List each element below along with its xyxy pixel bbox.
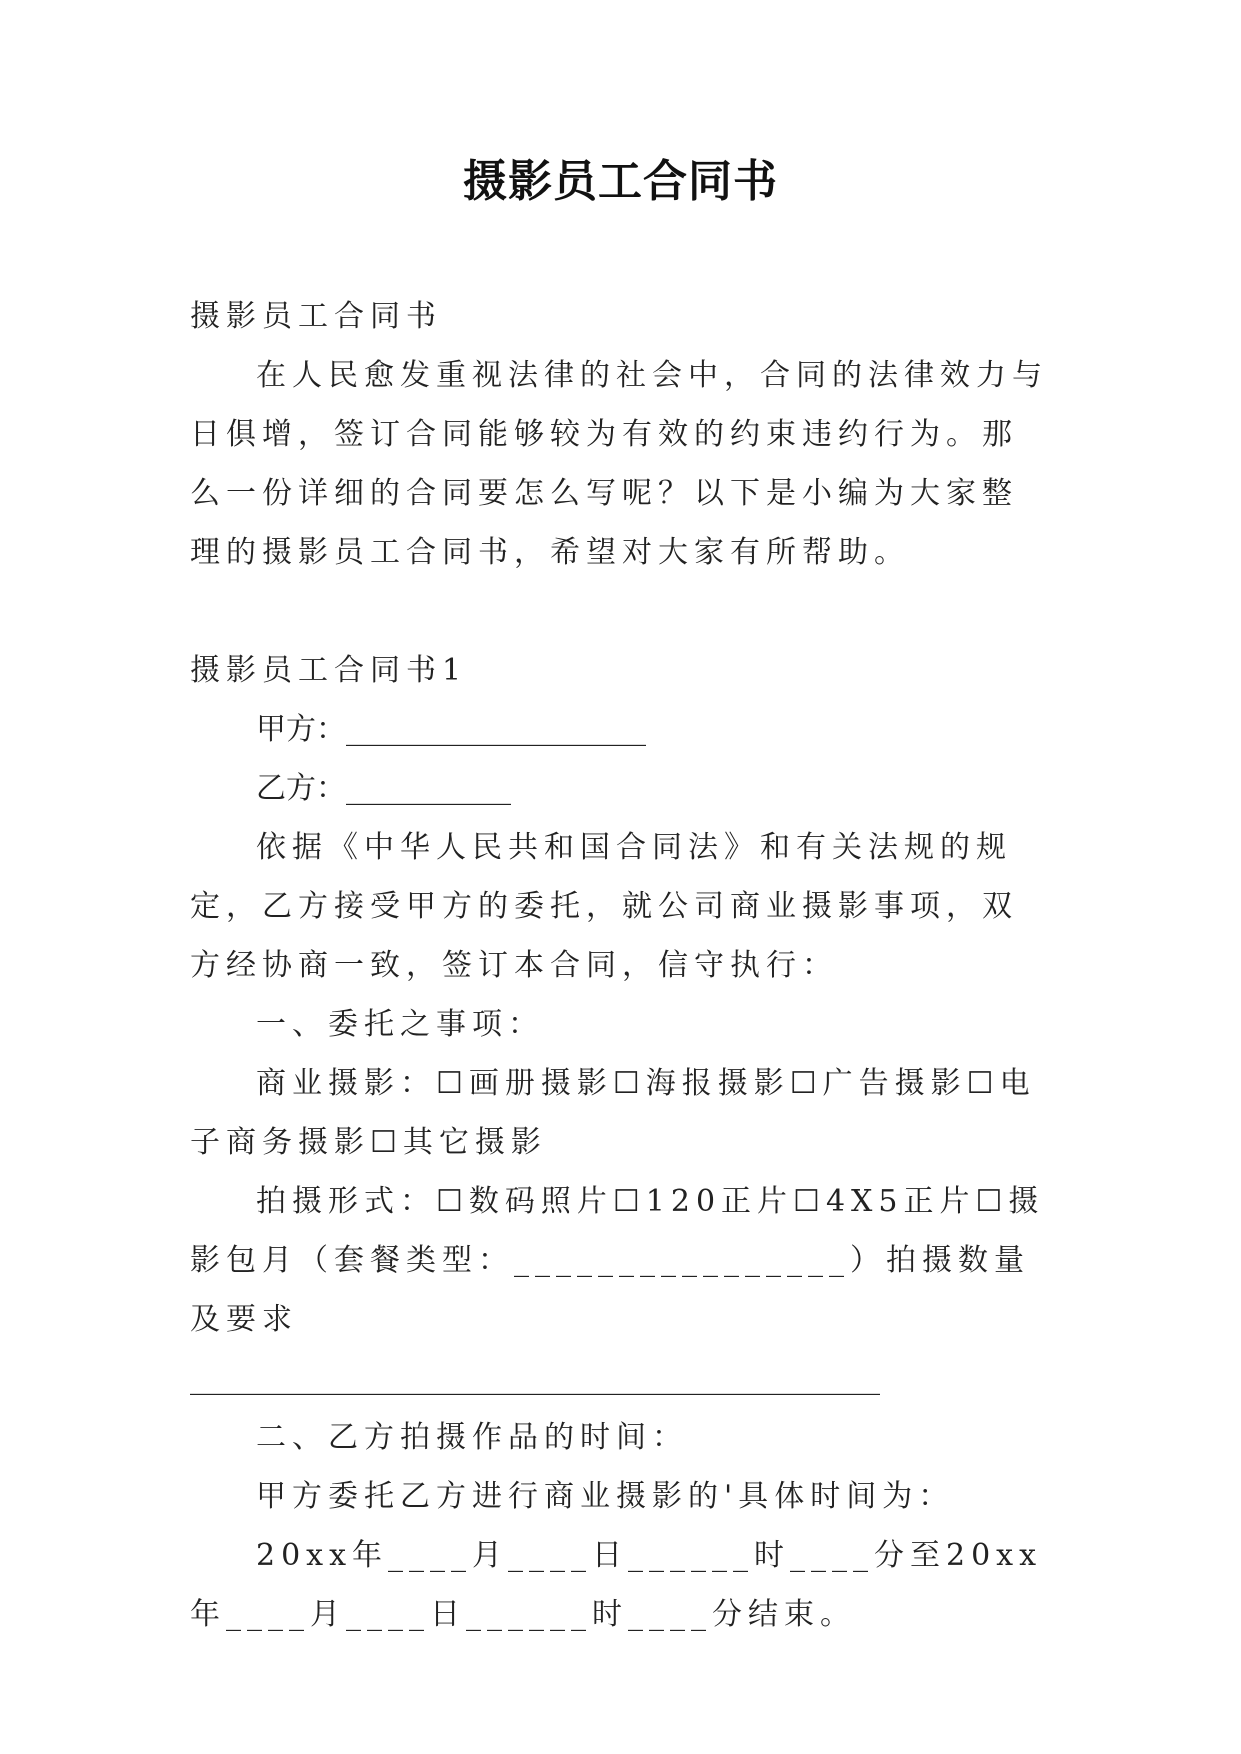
intro-paragraph: 在人民愈发重视法律的社会中，合同的法律效力与日俱增，签订合同能够较为有效的约束违约行为。那么一份详细的合同要怎么写呢？以下是小编为大家整理的摄影员工合同书，希望对大家有所帮助。: [190, 358, 1048, 570]
section-heading: 摄影员工合同书1: [190, 653, 468, 688]
document-title: 摄影员工合同书: [463, 156, 778, 207]
time-intro-line: 甲方委托乙方进行商业摄影的'具体时间为：: [256, 1479, 955, 1514]
shooting-format-options: 拍摄形式：☐数码照片☐120正片☐4X5正片☐摄影包月（套餐类型：________________）拍摄数量及要求: [190, 1184, 1045, 1337]
clause-two-heading: 二、乙方拍摄作品的时间：: [256, 1420, 688, 1455]
subtitle-paragraph: 摄影员工合同书: [190, 299, 442, 334]
party-b-line: 乙方：___________: [256, 771, 511, 806]
requirements-blank-line: ______________________________________________: [190, 1361, 880, 1396]
clause-one-heading: 一、委托之事项：: [256, 1007, 544, 1042]
time-range-line: 20xx年____月____日______时____分至20xx年____月____日______时____分结束。: [190, 1538, 1043, 1632]
document-body: [190, 287, 1052, 1644]
party-a-line: 甲方：____________________: [256, 712, 646, 747]
basis-paragraph: 依据《中华人民共和国合同法》和有关法规的规定，乙方接受甲方的委托，就公司商业摄影事项，双方经协商一致，签订本合同，信守执行：: [190, 830, 1018, 983]
commercial-photography-options: 商业摄影：☐画册摄影☐海报摄影☐广告摄影☐电子商务摄影☐其它摄影: [190, 1066, 1036, 1160]
